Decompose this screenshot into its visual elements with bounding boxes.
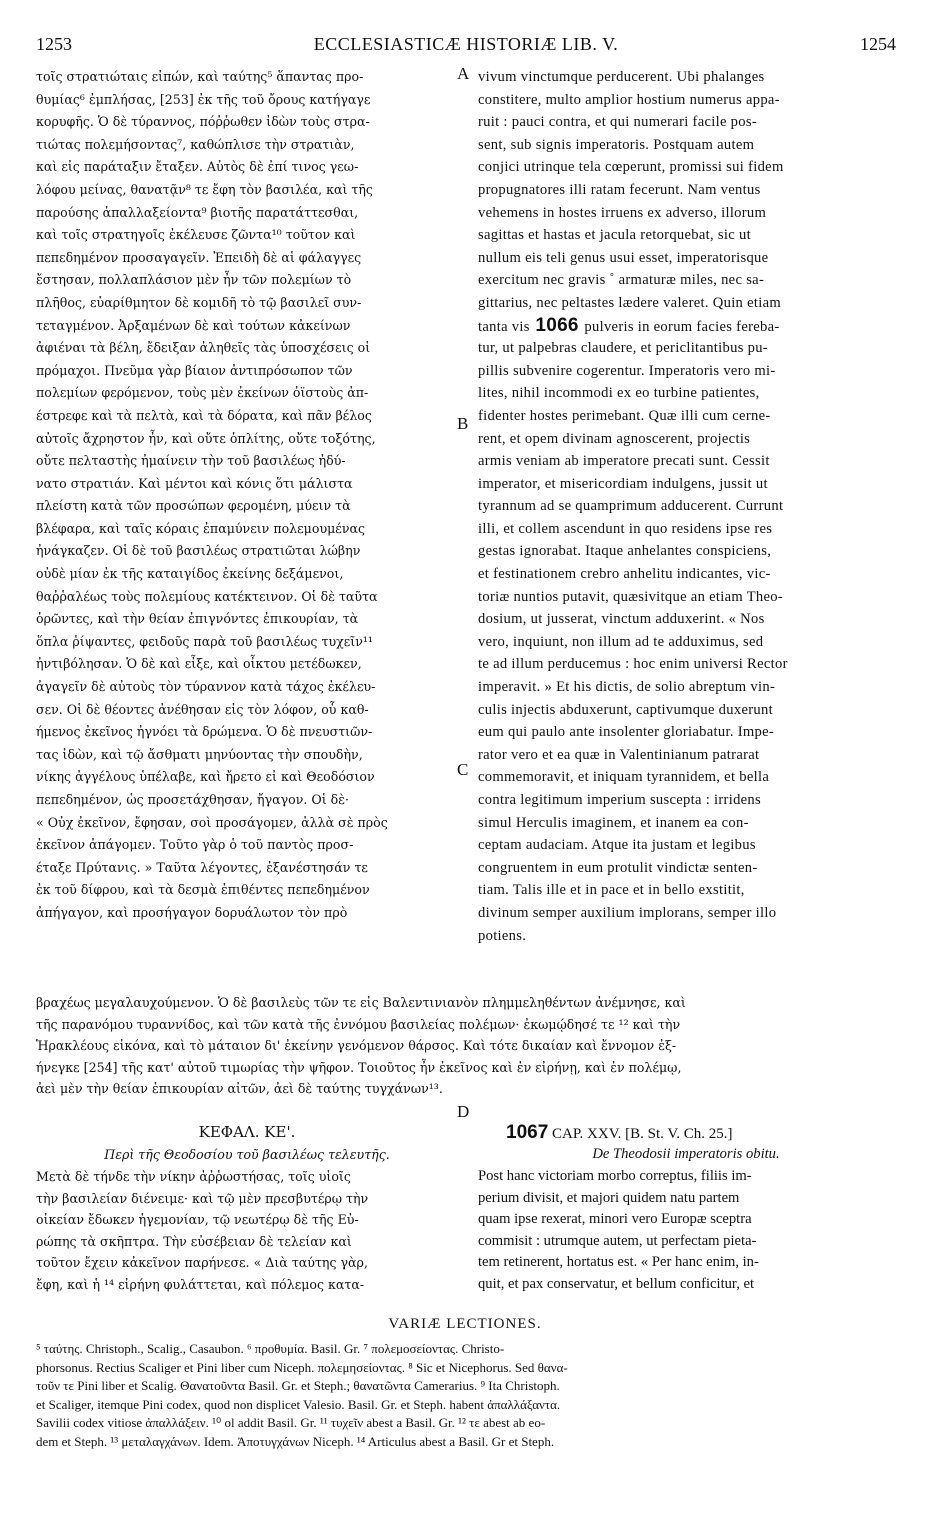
running-title: ECCLESIASTICÆ HISTORIÆ LIB. V. (313, 34, 619, 54)
latin-text-line: sagittas et hastas et jacula retorquebat, sic ut (478, 227, 751, 244)
latin-text-line: ruit : pauci contra, et qui numerari facile pos- (478, 114, 758, 131)
greek-chapter-line: τοῦτον ἔχειν κἀκεῖνον παρήνεσε. « Διὰ ταύτης γὰρ, (36, 1255, 368, 1271)
greek-text-line: ἠντιβόλησαν. Ὁ δὲ καὶ εἶξε, καὶ οἶκτου μετέδωκεν, (36, 656, 362, 672)
latin-text-line: vivum vinctumque perducerent. Ubi phalanges (478, 69, 765, 85)
greek-text-line: οὔτε πελταστὴς ἠμαίνειν τὴν τοῦ βασιλέως ἠδύ- (36, 453, 346, 469)
latin-chapter-line: Post hanc victoriam morbo correptus, filiis im- (478, 1168, 752, 1184)
greek-text-line: λόφου μείνας, θανατᾷν⁸ τε ἔφη τὸν βασιλέα, καὶ τῆς (36, 181, 373, 197)
greek-chapter-line: οἰκείαν ἔδωκεν ἡγεμονίαν, τῷ νεωτέρῳ δὲ τῆς Εὐ- (36, 1212, 359, 1228)
latin-text-line: et festinationem crebro anhelitu indicantes, vic- (478, 566, 771, 583)
running-header (36, 34, 896, 58)
full-width-text-line: τῆς παρανόμου τυραννίδος, καὶ τῶν κατὰ τῆς ἐννόμου βασιλείας πολέμων· ἐκωμῴδησέ τε ¹² καὶ τὴν (36, 1016, 681, 1032)
greek-text-line: τεταγμένον. Ἀρξαμένων δὲ καὶ τούτων κἀκείνων (36, 317, 351, 333)
latin-text-line: vero, inquiunt, non illum ad te adduximus, sed (478, 633, 764, 650)
latin-chapter-line: quit, et pax conservatur, et bellum conficitur, et (478, 1275, 755, 1292)
greek-chapter-line: τὴν βασιλείαν διένειμε· καὶ τῷ μὲν πρεσβυτέρῳ τὴν (36, 1190, 369, 1206)
latin-text-line: fidenter hostes perimebant. Quæ illi cum cerne- (478, 407, 771, 424)
greek-text-line: έστρεφε καὶ τὰ πελτὰ, καὶ τὰ δόρατα, καὶ πᾶν βέλος (36, 407, 372, 423)
latin-text-line: gittarius, nec peltastes lædere valeret. Quin etiam (478, 294, 782, 311)
greek-text-line: πεπεδημένον προσαγαγεῖν. Ἐπειδὴ δὲ αἱ φάλαγγες (36, 249, 362, 265)
latin-text-line: tanta vis 1066 pulveris in eorum facies fereba- (478, 314, 780, 336)
greek-text-line: ἀπήγαγον, καὶ προσήγαγον δορυάλωτον τὸν πρὸ (36, 904, 348, 920)
latin-text-line: te ad illum perducemus : hoc enim universi Rector (478, 656, 788, 673)
latin-text-line: commemoravit, et iniquam tyrannidem, et bella (478, 769, 770, 786)
greek-chapter-line: ρώπης τὰ σκῆπτρα. Τὴν εὐσέβειαν δὲ τελείαν καὶ (36, 1233, 352, 1249)
column-number: 1066 (529, 314, 585, 336)
latin-text-line: toriæ nuntios putavit, quæsivitque an etiam Theo- (478, 588, 784, 605)
greek-text-line: ήμενος ἐκεῖνος ἠγνόει τὰ δρώμενα. Ὁ δὲ πνευστιῶν- (36, 724, 373, 740)
latin-chapter-line: perium divisit, et majori quidem natu partem (478, 1189, 740, 1206)
greek-chapter-line: ἔφη, καὶ ἡ ¹⁴ εἰρήνη φυλάττεται, καὶ πόλεμος κατα- (36, 1276, 365, 1292)
latin-text-line: imperavit. » Et his dictis, de solio abreptum vin- (478, 679, 776, 696)
greek-text-line: οὐδὲ μίαν ἐκ τῆς καταιγίδος ἐκείνης δεξάμενοι, (36, 566, 344, 582)
greek-text-line: πρόμαχοι. Πνεῦμα γὰρ βίαιον ἀντιπρόσωπον τῶν (36, 362, 353, 378)
latin-text-line: imperator, et misericordiam indulgens, jussit ut (478, 475, 768, 492)
greek-text-line: νίκης ἀγγέλους ὑπέλαβε, καὶ ἤρετο εἰ καὶ Θεοδόσιον (36, 769, 375, 785)
latin-text-line: eum qui paulo ante insolenter gloriabatur. Impe- (478, 724, 775, 741)
latin-chapter-subtitle: De Theodosii imperatoris obitu. (592, 1146, 780, 1162)
full-width-text-line: Ἡρακλέους εἰκόνα, καὶ τὸ μάταιον δι' ἐκείνην γενόμενον θάρσος. Καὶ τότε δικαίαν καὶ ἔννομον ἐξ- (36, 1038, 677, 1054)
full-width-text-line: ήνεγκε [254] τῆς κατ' αὐτοῦ τιμωρίας τὴν ψῆφον. Τοιοῦτος ἦν ἐκεῖνος καὶ ἐν εἰρήνῃ, καὶ ἐν πολέμῳ, (36, 1059, 682, 1075)
greek-text-line: τοῖς στρατιώταις εἰπών, καὶ ταύτης⁵ ἅπαντας προ- (36, 69, 364, 84)
greek-chapter-subtitle: Περὶ τῆς Θεοδοσίου τοῦ βασιλέως τελευτῆς. (104, 1147, 390, 1162)
latin-text-line: divinum semper auxilium implorans, semper illo (478, 904, 777, 921)
latin-chapter (478, 1122, 894, 1296)
greek-text-line: ὁρῶντες, καὶ τὴν θείαν ἐπιγνόντες ἐπικουρίαν, τὰ (36, 611, 359, 627)
greek-text-line: νατο στρατιάν. Καὶ μέντοι καὶ κόνις ὅτι μάλιστα (36, 475, 353, 491)
variae-line: τοῦν τε Pini liber et Scalig. Θανατοῦντα Basil. Gr. et Steph.; θανατῶντα Camerarius. ⁹ Ita Christoph. (36, 1378, 560, 1393)
latin-chapter-line: quam ipse rexerat, minori vero Europæ sceptra (478, 1211, 752, 1228)
full-width-text-line: ἀεὶ μὲν τὴν θείαν ἐπικουρίαν αἰτῶν, ἀεὶ δὲ ταύτης τυγχάνων¹³. (36, 1081, 443, 1097)
latin-chapter-heading (478, 1122, 894, 1144)
variae-line: ⁵ ταύτης. Christoph., Scalig., Casaubon. ⁶ προθυμία. Basil. Gr. ⁷ πολεμοσείοντας. Christo- (36, 1341, 505, 1356)
greek-text-line: παρούσης ἀπαλλαξείοντα⁹ βιοτῆς παρατάττεσθαι, (36, 204, 359, 220)
margin-mark-a: A (457, 64, 470, 83)
greek-text-line: θυμίας⁶ ἐμπλήσας, [253] ἐκ τῆς τοῦ ὄρους κατήγαγε (36, 91, 371, 107)
latin-text-line: tyrannum ad se quamprimum adducerent. Currunt (478, 498, 784, 515)
greek-text-line: ἀγαγεῖν δὲ αὐτοὺς τὸν τύραννον κατὰ τάχος ἐκέλευ- (36, 679, 376, 695)
greek-chapter (36, 1122, 458, 1296)
greek-text-line: κορυφῆς. Ὁ δὲ τύραννος, πόῤῥωθεν ἰδὼν τοὺς στρα- (36, 114, 370, 130)
greek-text-line: ἐκεῖνον ἀπάγομεν. Τοῦτο γὰρ ὁ τοῦ παντὸς προσ- (36, 837, 354, 853)
latin-text-line: vehemens in hostes irruens ex adverso, illorum (478, 204, 767, 221)
greek-chapter-line: Μετὰ δὲ τήνδε τὴν νίκην ἀῤῥωστήσας, τοῖς υἱοῖς (36, 1169, 351, 1184)
full-width-text-line: βραχέως μεγαλαυχούμενον. Ὁ δὲ βασιλεὺς τῶν τε εἰς Βαλεντινιανὸν πλημμεληθέντων ἀνέμνησε, καὶ (36, 995, 686, 1010)
latin-chapter-line: commisit : utrumque autem, ut perfectam pieta- (478, 1232, 757, 1249)
greek-chapter-text (36, 1166, 458, 1296)
greek-chapter-title: ΚΕΦΑΛ. ΚΕ'. (198, 1123, 296, 1141)
latin-text-line: tiam. Talis ille et in pace et in bello exstitit, (478, 882, 745, 899)
latin-text-line: lites, nihil incommodi ex eo turbine patientes, (478, 385, 760, 402)
variae-line: et Scaliger, itemque Pini codex, quod non displicet Valesio. Basil. Gr. et Steph. habent ἀπαλλάξαντα. (36, 1396, 561, 1412)
latin-chapter-line: tem retinerent, hortatus est. « Per hanc enim, in- (478, 1254, 759, 1271)
latin-text-line: gestas ignorabat. Itaque anhelantes conspiciens, (478, 543, 772, 560)
greek-text-line: ἠνάγκαζεν. Οἱ δὲ τοῦ βασιλέως στρατιῶται λώβην (36, 543, 361, 559)
greek-text-line: σεν. Οἱ δὲ θέοντες ἀνέθησαν εἰς τὸν λόφον, οὗ καθ- (36, 701, 369, 717)
greek-text-line: καὶ εἰς παράταξιν ἔταξεν. Αὐτὸς δὲ ἐπί τινος γεω- (36, 159, 359, 175)
greek-text-line: πλῆθος, εὐαρίθμητον δὲ κομιδῆ τὸ τῷ βασιλεῖ συν- (36, 294, 362, 310)
greek-text-line: πλείστη κατὰ τῶν προσώπων φερομένη, μύειν τὰ (36, 498, 351, 514)
latin-text-line: sent, sub signis imperatoris. Postquam autem (478, 136, 755, 153)
greek-text-line: πολεμίων φερόμενον, τοὺς μὲν ἐκείνων ὀϊστοὺς ἀπ- (36, 385, 369, 401)
full-width-greek-text (36, 992, 894, 1100)
margin-mark-b: B (457, 414, 469, 433)
page-number-right: 1254 (860, 34, 896, 54)
greek-text-line: θαῤῥαλέως τοὺς πολεμίους κατέκτεινον. Οἱ δὲ ταῦτα (36, 588, 378, 604)
latin-text-line: armis veniam ab imperatore precati sunt. Cessit (478, 453, 770, 470)
greek-text-line: πεπεδημένον, ὡς προσετάχθησαν, ἤγαγον. Οἱ δὲ· (36, 792, 349, 807)
page-number-left: 1253 (36, 34, 72, 54)
variae-line: dem et Steph. ¹³ μεταλαγχάνων. Idem. Ἀποτυγχάνων Niceph. ¹⁴ Articulus abest a Basil. Gr et Steph. (36, 1433, 555, 1449)
latin-text-line: congruentem in eum protulit vindictæ senten- (478, 859, 758, 876)
latin-text-line: ceptam audaciam. Atque ita justam et legibus (478, 837, 756, 854)
margin-mark-c: C (457, 760, 469, 779)
latin-text-line: dosium, ut jusserat, vinctum adduxerint. « Nos (478, 611, 765, 628)
greek-text-line: τιώτας πολεμήσοντας⁷, καθώπλισε τὴν στρατιὰν, (36, 136, 355, 152)
greek-text-line: ὅπλα ῥίψαντες, φειδοῦς παρὰ τοῦ βασιλέως τυχεῖν¹¹ (36, 633, 373, 649)
variae-lectiones (36, 1340, 898, 1451)
margin-mark-d: D (457, 1102, 470, 1121)
latin-text-line: simul Herculis imaginem, et inanem ea con- (478, 814, 749, 831)
variae-line: phorsonus. Rectius Scaliger et Pini liber cum Niceph. πολεμησείοντας. ⁸ Sic et Nicephorus. Sed θανα- (36, 1359, 568, 1375)
latin-text-line: nullum eis teli genus usui esset, imperatorisque (478, 249, 769, 266)
latin-text-line: constitere, multo amplior hostium numerus appa- (478, 91, 780, 108)
greek-text-line: « Οὐχ ἐκεῖνον, ἔφησαν, σοὶ προσάγομεν, ἀλλὰ σὲ πρὸς (36, 814, 388, 830)
column-number: 1067 (506, 1122, 549, 1143)
latin-text-line: conjici utrinque tela cœperunt, promissi sui fidem (478, 159, 784, 176)
greek-text-line: ἔστησαν, πολλαπλάσιον μὲν ἦν τῶν πολεμίων τὸ (36, 272, 352, 288)
greek-text-line: τας ἰδὼν, καὶ τῷ ἄσθματι μηνύοντας τὴν σπουδὴν, (36, 746, 363, 762)
latin-text-line: culis injectis abduxerunt, captivumque duxerunt (478, 701, 773, 718)
greek-text-line: βλέφαρα, καὶ ταῖς κόραις ἐπαμύνειν πολεμουμένας (36, 520, 366, 536)
variae-line: Savilii codex vitiose ἀπαλλάξειν. ¹⁰ ol addit Basil. Gr. ¹¹ τυχεῖν abest a Basil. Gr. ¹² τε abest ab eo- (36, 1415, 546, 1430)
latin-text-line: illi, et collem ascendunt in quo residens ipse res (478, 520, 773, 537)
greek-text-line: ἀφιέναι τὰ βέλη, ἔδειξαν ἀληθεῖς τὰς ὑποσχέσεις οἱ (36, 340, 371, 356)
greek-text-line: ἐκ τοῦ δίφρου, καὶ τὰ δεσμὰ ἐπιθέντες πεπεδημένον (36, 882, 370, 898)
latin-chapter-title: CAP. XXV. [B. St. V. Ch. 25.] (552, 1126, 733, 1142)
greek-column (36, 66, 458, 925)
latin-chapter-text (478, 1166, 894, 1296)
latin-text-line: contra legitimum imperium suscepta : irridens (478, 792, 762, 808)
greek-text-line: καὶ τοῖς στρατηγοῖς ἐκέλευσε ζῶντα¹⁰ τοῦτον καὶ (36, 227, 356, 243)
latin-text-line: propugnatores illi ratam fecerunt. Nam ventus (478, 181, 761, 198)
latin-text-line: tur, ut palpebras claudere, et periclitantibus pu- (478, 340, 768, 357)
greek-text-line: έταξε Πρύτανις. » Ταῦτα λέγοντες, ἐξανέστησάν τε (36, 859, 368, 875)
latin-text-line: pillis subvenire cogerentur. Imperatoris vero mi- (478, 362, 776, 379)
latin-text-line: rent, et opem divinam agnoscerent, projectis (478, 430, 751, 447)
variae-lectiones-title: VARIÆ LECTIONES. (388, 1316, 542, 1332)
latin-text-line: exercitum nec gravis ˚ armaturæ miles, nec sa- (478, 272, 765, 289)
latin-column (478, 66, 894, 947)
latin-text-line: rator vero et ea quæ in Valentinianum patrarat (478, 746, 760, 763)
greek-text-line: αὐτοῖς ἄχρηστον ἦν, καὶ οὔτε ὁπλίτης, οὔτε τοξότης, (36, 430, 376, 446)
latin-text-line: potiens. (478, 927, 527, 944)
